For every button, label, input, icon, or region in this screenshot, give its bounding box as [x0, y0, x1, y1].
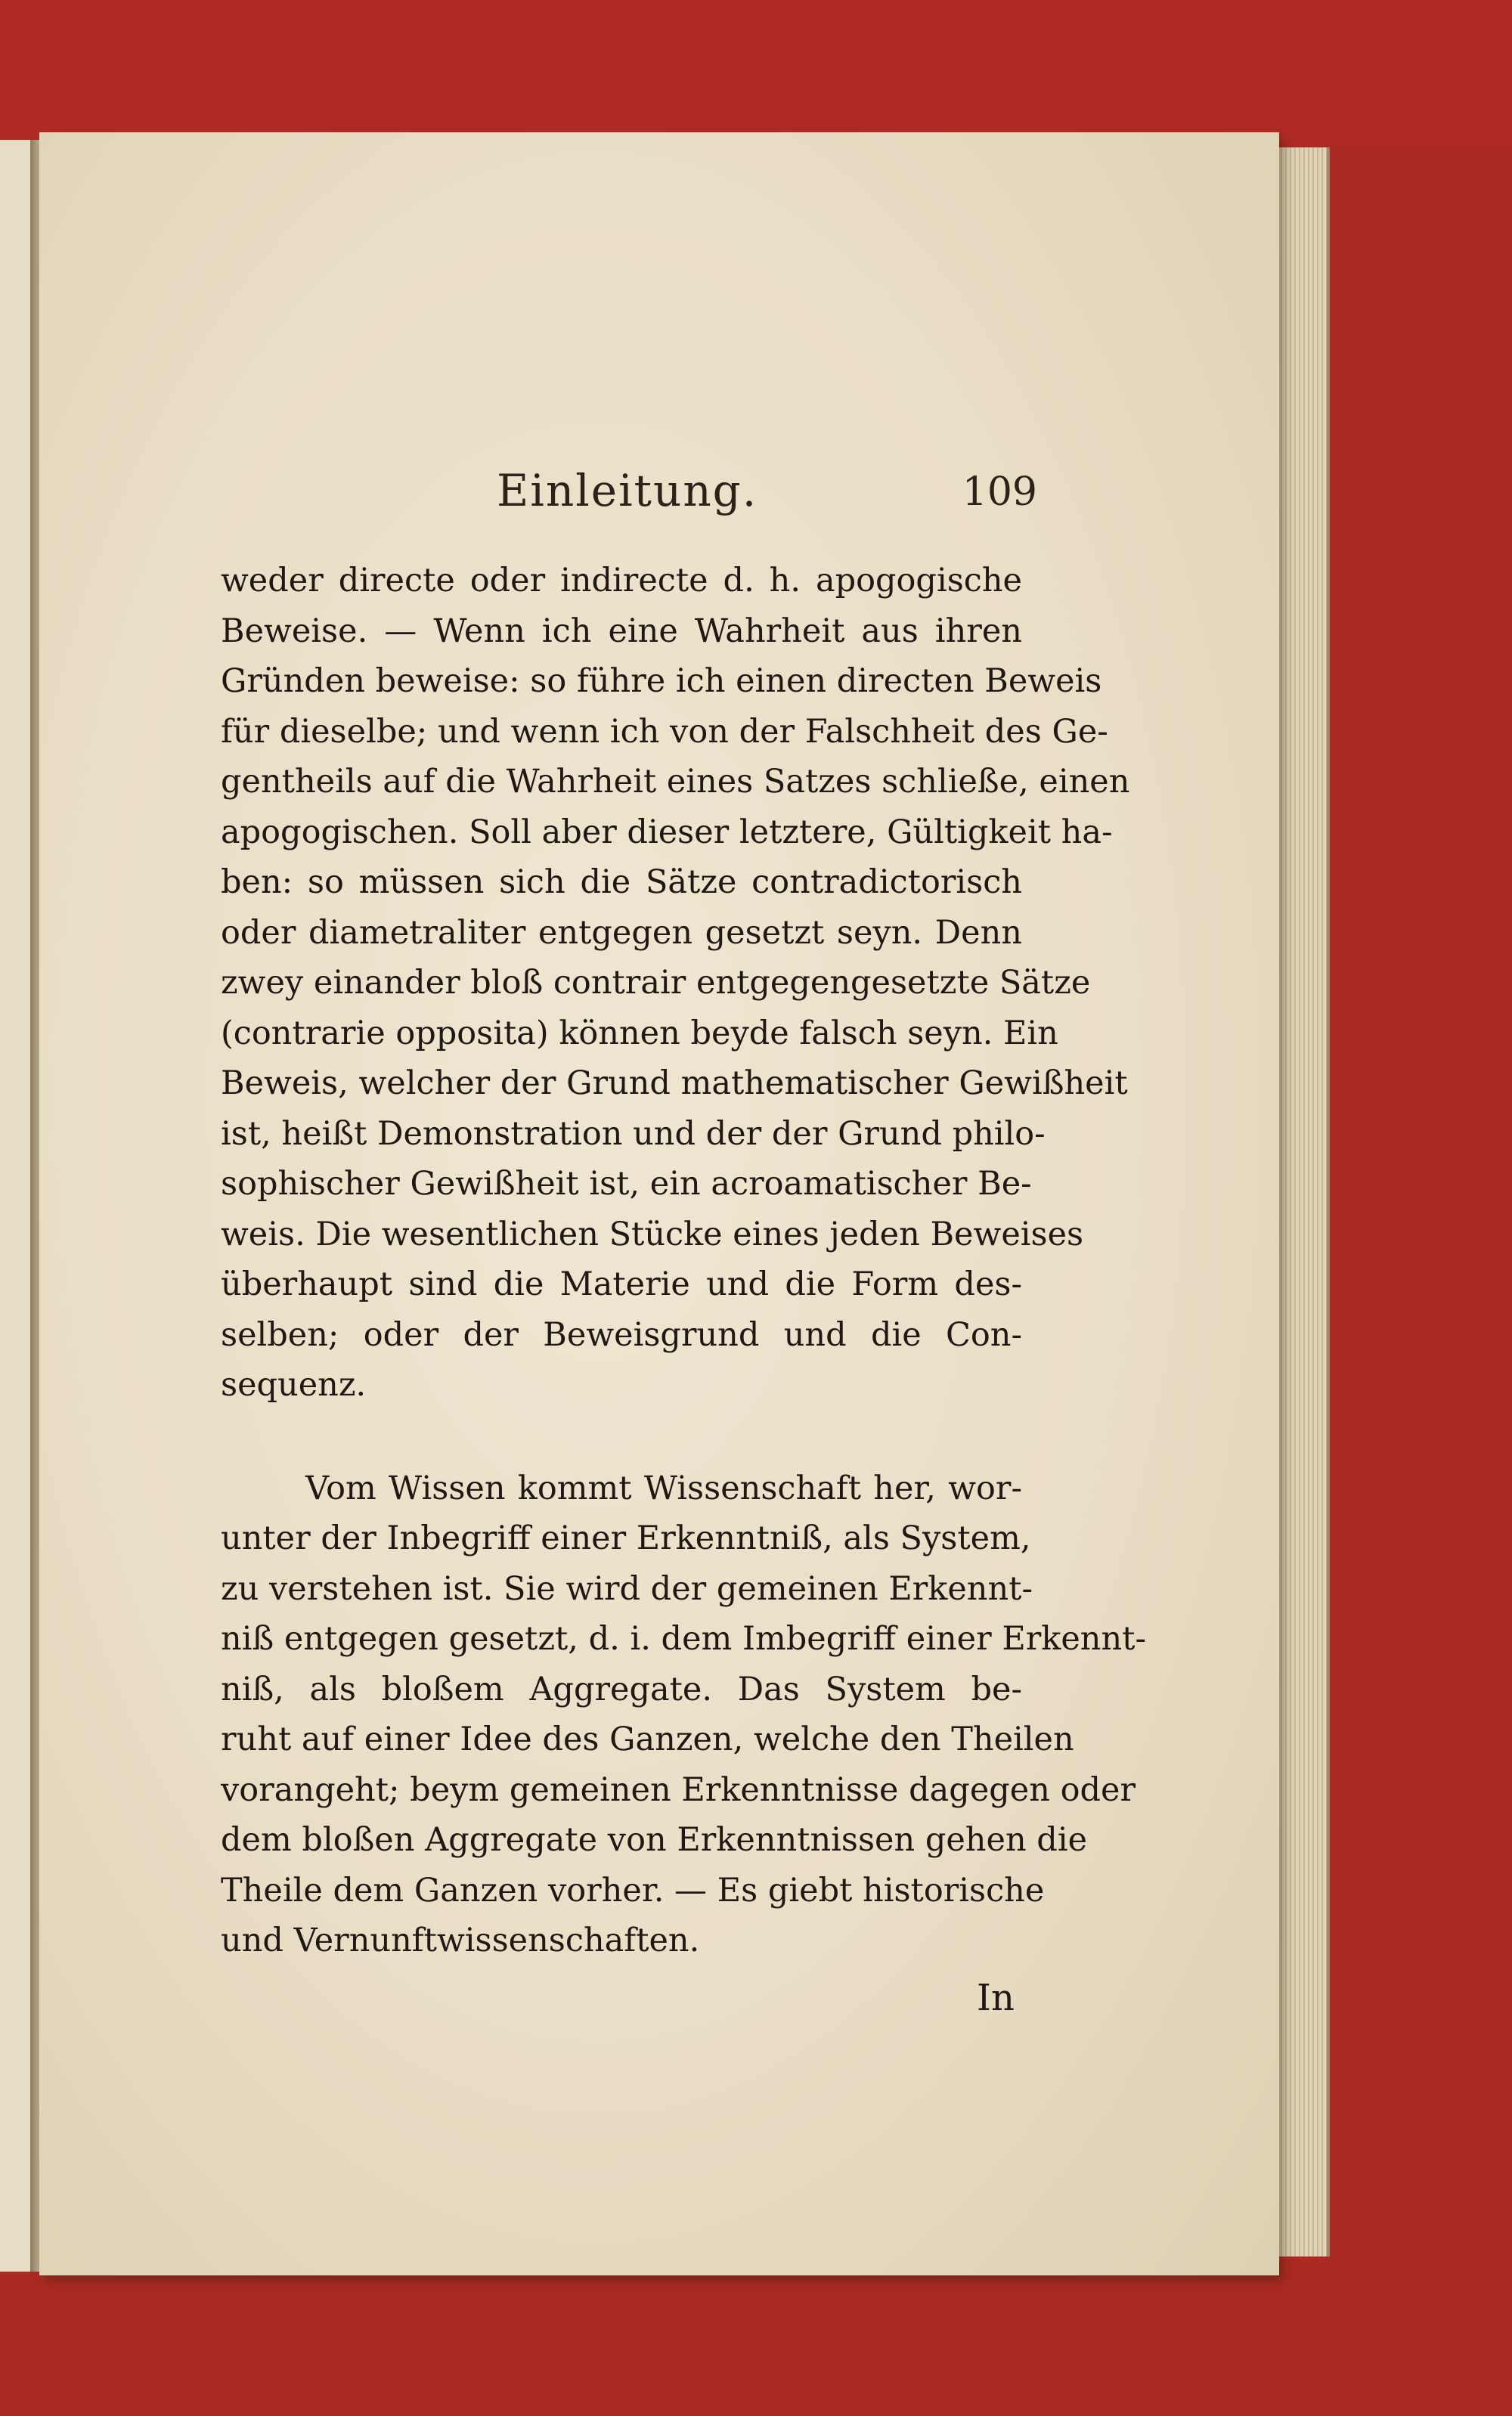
page-number: 109	[962, 469, 1037, 515]
running-header	[463, 465, 1037, 533]
page-body	[221, 556, 1146, 1966]
text-line: ruht auf einer Idee des Ganzen, welche den Theilen	[221, 1721, 1074, 1758]
text-line: weis. Die wesentlichen Stücke eines jeden Beweises	[221, 1215, 1084, 1253]
text-line: vorangeht; beym gemeinen Erkenntnisse dagegen oder	[221, 1770, 1136, 1809]
text-line: ben: so müssen sich die Sätze contradictorisch	[221, 863, 1022, 901]
text-line: selben; oder der Beweisgrund und die Con-	[221, 1315, 1022, 1354]
background-cover	[0, 0, 1512, 144]
text-line: niß, als bloßem Aggregate. Das System be-	[221, 1670, 1022, 1708]
text-line: Vom Wissen kommt Wissenschaft her, wor-	[305, 1469, 1022, 1507]
text-line: überhaupt sind die Materie und die Form des-	[221, 1265, 1022, 1303]
running-title: Einleitung.	[497, 465, 758, 516]
text-line: Beweise. — Wenn ich eine Wahrheit aus ihren	[221, 612, 1022, 650]
text-line: unter der Inbegriff einer Erkenntniß, als System,	[221, 1519, 1031, 1557]
text-line: für dieselbe; und wenn ich von der Falschheit des Ge-	[221, 712, 1108, 751]
text-line: zwey einander bloß contrair entgegengesetzte Sätze	[221, 964, 1091, 1002]
paragraph-gap	[221, 1411, 1022, 1464]
text-line: apogogischen. Soll aber dieser letztere, Gültigkeit ha-	[221, 813, 1113, 851]
text-line: oder diametraliter entgegen gesetzt seyn. Denn	[221, 913, 1022, 952]
book-page	[39, 132, 1279, 2275]
text-line: Beweis, welcher der Grund mathematischer Gewißheit	[221, 1064, 1128, 1102]
text-line: (contrarie opposita) können beyde falsch seyn. Ein	[221, 1014, 1058, 1052]
catchword: In	[977, 1977, 1015, 2019]
text-line: dem bloßen Aggregate von Erkenntnissen gehen die	[221, 1821, 1088, 1859]
facing-page-edge	[0, 140, 33, 2272]
text-line: weder directe oder indirecte d. h. apogogische	[221, 562, 1022, 599]
text-line: gentheils auf die Wahrheit eines Satzes schließe, einen	[221, 763, 1130, 801]
text-line: Theile dem Ganzen vorher. — Es giebt historische	[221, 1871, 1045, 1910]
text-line: und Vernunftwissenschaften.	[221, 1922, 700, 1959]
text-line: zu verstehen ist. Sie wird der gemeinen Erkennt-	[221, 1569, 1033, 1608]
text-line: Gründen beweise: so führe ich einen directen Beweis	[221, 662, 1102, 700]
text-line: ist, heißt Demonstration und der der Grund philo-	[221, 1114, 1046, 1153]
text-line: niß entgegen gesetzt, d. i. dem Imbegriff einer Erkennt-	[221, 1620, 1146, 1658]
text-line: sophischer Gewißheit ist, ein acroamatischer Be-	[221, 1165, 1032, 1203]
text-line: sequenz.	[221, 1366, 367, 1404]
